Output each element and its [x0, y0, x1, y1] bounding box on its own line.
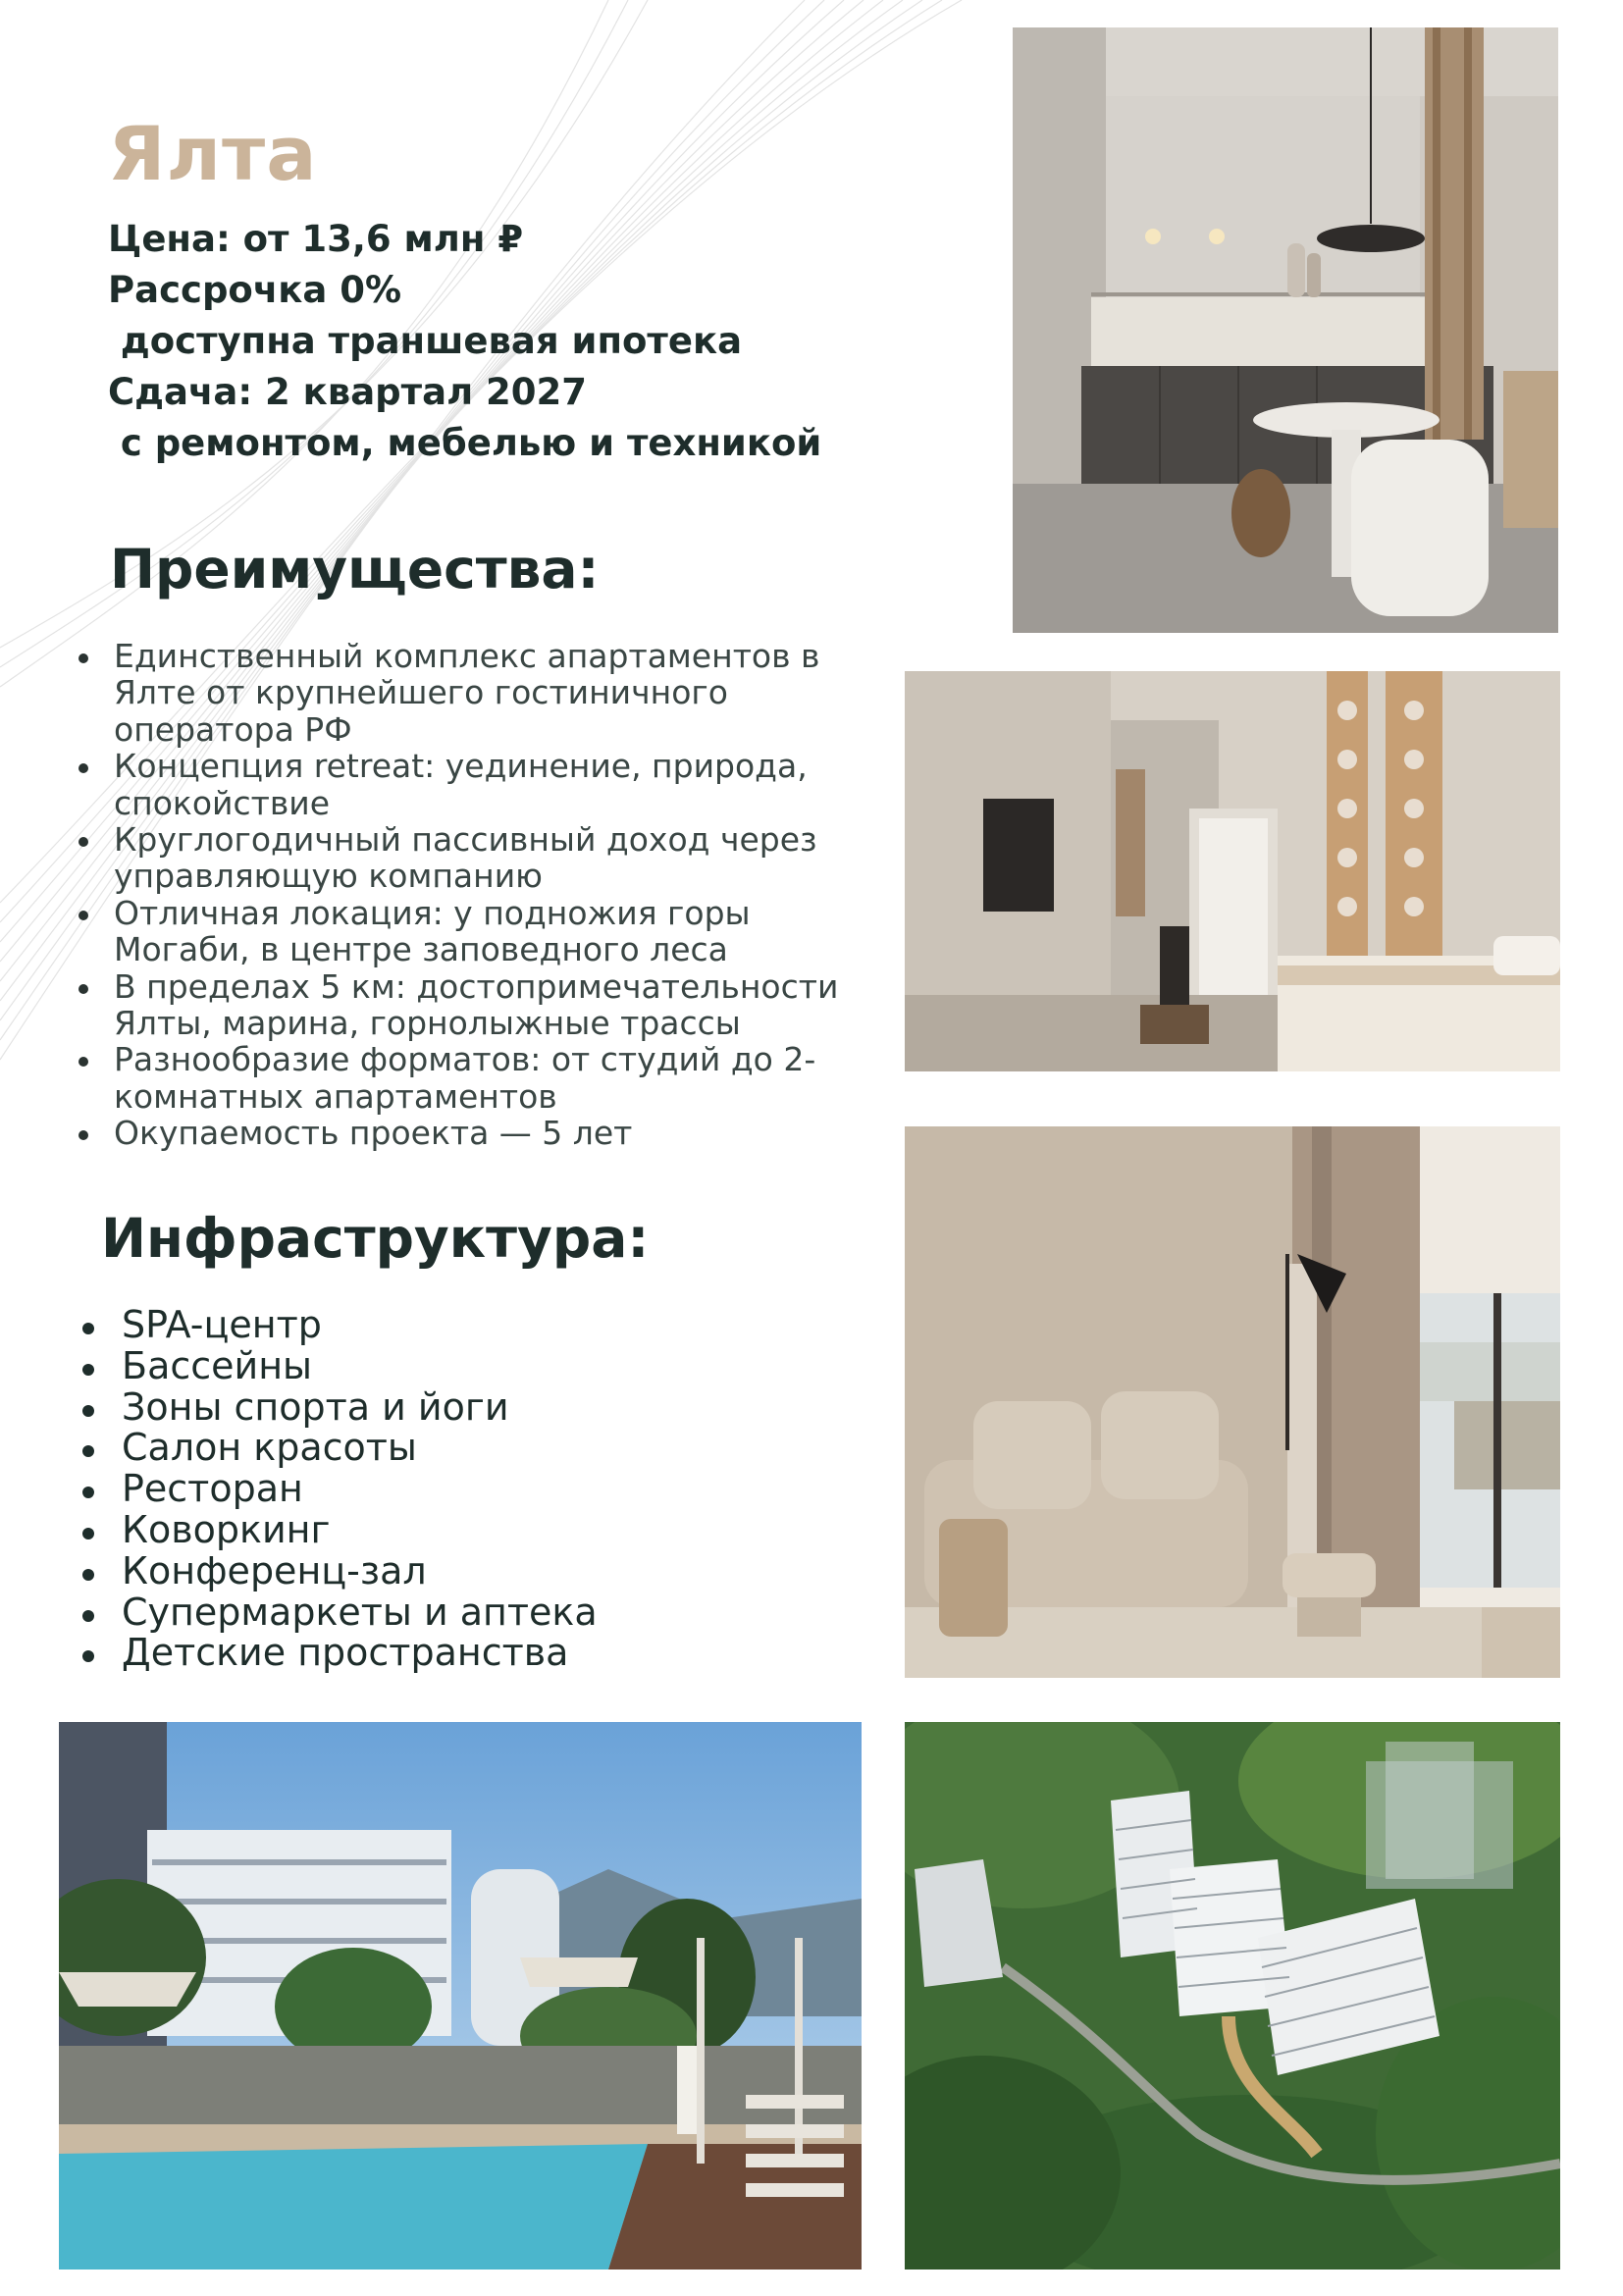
price-text: Цена: от 13,6 млн ₽	[108, 218, 524, 260]
bedroom-interior-photo	[905, 671, 1560, 1071]
list-item: Супермаркеты и аптека	[80, 1592, 598, 1634]
list-item: Круглогодичный пассивный доход через управляющую компанию	[77, 821, 881, 895]
list-item: Детские пространства	[80, 1633, 598, 1674]
list-item: Салон красоты	[80, 1428, 598, 1469]
list-item: Коворкинг	[80, 1510, 598, 1551]
infrastructure-heading: Инфраструктура:	[101, 1207, 650, 1270]
info-block	[108, 214, 821, 469]
infrastructure-list	[80, 1305, 598, 1674]
list-item: Окупаемость проекта — 5 лет	[77, 1115, 881, 1151]
pool-exterior-photo	[59, 1722, 862, 2270]
list-item: В пределах 5 км: достопримечательности Ялты, марина, горнолыжные трассы	[77, 968, 881, 1042]
completion-text: Сдача: 2 квартал 2027	[108, 371, 588, 413]
list-item: Разнообразие форматов: от студий до 2-комнатных апартаментов	[77, 1041, 881, 1115]
kitchen-interior-photo	[1013, 27, 1558, 633]
list-item: Зоны спорта и йоги	[80, 1387, 598, 1429]
list-item: Ресторан	[80, 1469, 598, 1510]
list-item: Отличная локация: у подножия горы Могаби, в центре заповедного леса	[77, 895, 881, 968]
page-title: Ялта	[108, 110, 318, 197]
installment-text: Рассрочка 0%	[108, 269, 402, 311]
list-item: Конференц-зал	[80, 1551, 598, 1592]
living-room-photo	[905, 1126, 1560, 1678]
advantages-heading: Преимущества:	[110, 538, 600, 600]
mortgage-text: доступна траншевая ипотека	[108, 320, 743, 362]
list-item: SPA-центр	[80, 1305, 598, 1346]
aerial-complex-photo	[905, 1722, 1560, 2270]
list-item: Бассейны	[80, 1346, 598, 1387]
advantages-list	[77, 638, 881, 1152]
list-item: Концепция retreat: уединение, природа, спокойствие	[77, 748, 881, 821]
finish-text: с ремонтом, мебелью и техникой	[108, 422, 822, 464]
list-item: Единственный комплекс апартаментов в Ялте от крупнейшего гостиничного оператора РФ	[77, 638, 881, 748]
